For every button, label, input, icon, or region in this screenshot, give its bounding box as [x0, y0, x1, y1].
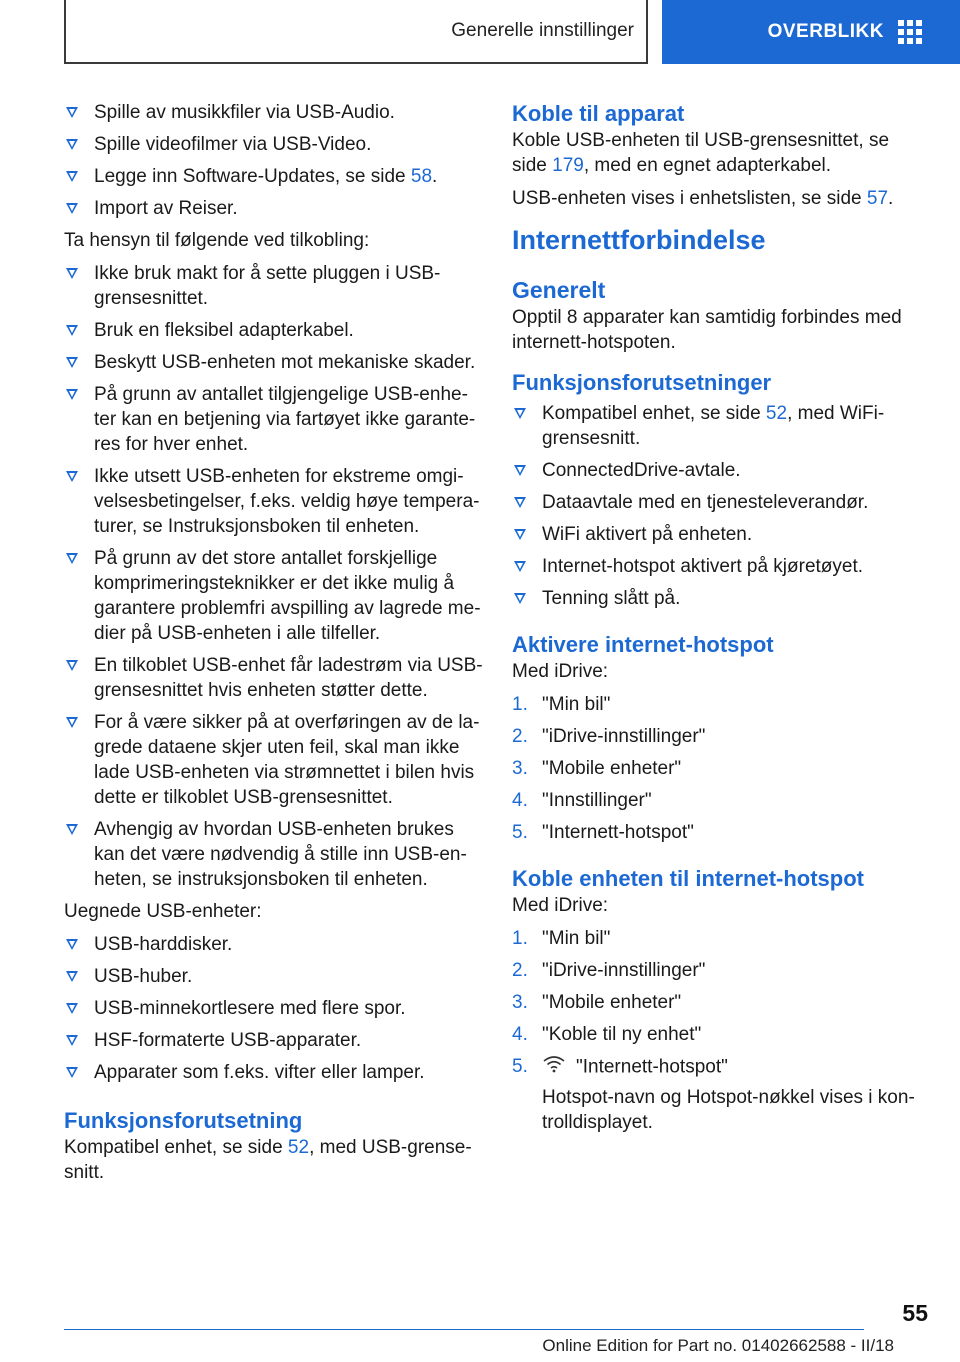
list-item: Kompatibel enhet, se side 52, med WiFi-grensesnitt.: [512, 401, 922, 451]
list-item: For å være sikker på at overføringen av de la-grede dataene skjer uten feil, skal man ikke lade USB-enheten via strømnettet i bilen hvis dette er tilkoblet USB-grensesnittet.: [64, 710, 484, 810]
edition-text: Online Edition for Part no. 01402662588 - II/18: [542, 1336, 894, 1355]
requirement-text: Kompatibel enhet, se side 52, med USB-grense-snitt.: [64, 1137, 472, 1183]
left-column: [64, 100, 484, 1185]
page-link[interactable]: 179: [552, 155, 584, 176]
list-item: USB-harddisker.: [64, 932, 484, 957]
step-item: 4. "Koble til ny enhet": [512, 1024, 702, 1045]
list-item: HSF-formaterte USB-apparater.: [64, 1028, 484, 1053]
overview-button[interactable]: [662, 0, 960, 64]
bullet-triangle-icon: [66, 139, 78, 150]
list-item: Tenning slått på.: [512, 586, 922, 611]
bullet-triangle-icon: [66, 553, 78, 564]
bullet-triangle-icon: [66, 389, 78, 400]
step-item: 5. "Internett-hotspot": [512, 822, 694, 843]
page-link[interactable]: 57: [866, 188, 889, 209]
internet-heading: Internettforbindelse: [512, 225, 766, 255]
bullet-triangle-icon: [66, 357, 78, 368]
list-item: På grunn av det store antallet forskjellige komprimeringsteknikker er det ikke mulig å garantere problemfri avspilling av lagrede me-dier på USB-enheten i alle tilfeller.: [64, 546, 484, 646]
right-column: [512, 100, 922, 1135]
general-heading: Generelt: [512, 277, 606, 303]
bullet-triangle-icon: [66, 203, 78, 214]
wifi-icon: [542, 1054, 566, 1081]
step-item: 4. "Innstillinger": [512, 790, 652, 811]
bullet-triangle-icon: [66, 660, 78, 671]
step-item: 1. "Min bil": [512, 928, 611, 949]
step-item: 3. "Mobile enheter": [512, 758, 682, 779]
bullet-triangle-icon: [66, 268, 78, 279]
list-item: En tilkoblet USB-enhet får ladestrøm via USB-grensesnittet hvis enheten støtter dette.: [64, 653, 484, 703]
overview-label: OVERBLIKK: [767, 21, 884, 42]
list-item: WiFi aktivert på enheten.: [512, 522, 922, 547]
step-item: 5. "Internett-hotspot": [512, 1054, 922, 1081]
list-item: Avhengig av hvordan USB-enheten brukes kan det være nødvendig å stille inn USB-en-heten, se instruksjonsboken til enheten.: [64, 817, 484, 892]
page-number: 55: [902, 1300, 928, 1326]
step-item: 1. "Min bil": [512, 694, 611, 715]
connect-hotspot-intro: Med iDrive:: [512, 895, 609, 916]
list-item: Import av Reiser.: [64, 196, 484, 221]
list-item: Apparater som f.eks. vifter eller lamper.: [64, 1060, 484, 1085]
bullet-triangle-icon: [66, 717, 78, 728]
activate-hotspot-heading: Aktivere internet-hotspot: [512, 632, 774, 657]
bullet-triangle-icon: [66, 107, 78, 118]
list-item: Legge inn Software-Updates, se side 58.: [64, 164, 484, 189]
bullet-triangle-icon: [514, 529, 526, 540]
step-item: 3. "Mobile enheter": [512, 992, 682, 1013]
bullet-triangle-icon: [514, 497, 526, 508]
section-title: Generelle innstillinger: [451, 20, 634, 41]
bullet-triangle-icon: [66, 1003, 78, 1014]
bullet-triangle-icon: [66, 325, 78, 336]
requirement-heading: Funksjonsforutsetning: [64, 1108, 303, 1133]
bullet-triangle-icon: [66, 171, 78, 182]
list-item: Dataavtale med en tjenesteleverandør.: [512, 490, 922, 515]
requirements-heading: Funksjonsforutsetninger: [512, 370, 772, 395]
general-text: Opptil 8 apparater kan samtidig forbindes med internett-hotspoten.: [512, 307, 902, 353]
list-item: Spille av musikkfiler via USB-Audio.: [64, 100, 484, 125]
bullet-triangle-icon: [514, 465, 526, 476]
hotspot-note: Hotspot-navn og Hotspot-nøkkel vises i kon-trolldisplayet.: [542, 1087, 915, 1133]
step-item: 2. "iDrive-innstillinger": [512, 726, 706, 747]
grid-icon: [898, 20, 922, 44]
list-item: USB-minnekortlesere med flere spor.: [64, 996, 484, 1021]
bullet-triangle-icon: [66, 971, 78, 982]
step-item: 2. "iDrive-innstillinger": [512, 960, 706, 981]
bullet-triangle-icon: [66, 824, 78, 835]
list-item: Ikke bruk makt for å sette pluggen i USB-grensesnittet.: [64, 261, 484, 311]
bullet-triangle-icon: [66, 1035, 78, 1046]
list-item: USB-huber.: [64, 964, 484, 989]
unsuitable-intro: Uegnede USB-enheter:: [64, 901, 262, 922]
header-section-tab: [64, 0, 648, 64]
bullet-triangle-icon: [514, 593, 526, 604]
list-item: Internet-hotspot aktivert på kjøretøyet.: [512, 554, 922, 579]
connect-hotspot-heading: Koble enheten til internet-hotspot: [512, 866, 864, 891]
page-link[interactable]: 52: [765, 403, 788, 424]
connect-device-heading: Koble til apparat: [512, 101, 685, 126]
list-item: Beskytt USB-enheten mot mekaniske skader.: [64, 350, 484, 375]
footer-divider: [64, 1329, 864, 1330]
bullet-triangle-icon: [514, 561, 526, 572]
list-item: På grunn av antallet tilgjengelige USB-enhe-ter kan en betjening via fartøyet ikke garante-res for hver enhet.: [64, 382, 484, 457]
activate-intro: Med iDrive:: [512, 661, 609, 682]
connection-note: Ta hensyn til følgende ved tilkobling:: [64, 230, 370, 251]
list-item: Ikke utsett USB-enheten for ekstreme omgi-velsesbetingelser, f.eks. veldig høye tempera-turer, se Instruksjonsboken til enheten.: [64, 464, 484, 539]
bullet-triangle-icon: [66, 939, 78, 950]
page-link[interactable]: 52: [287, 1137, 310, 1158]
device-list-text: USB-enheten vises i enhetslisten, se side 57.: [512, 188, 894, 209]
connect-text: Koble USB-enheten til USB-grensesnittet, se side 179, med en egnet adapterkabel.: [512, 130, 890, 176]
bullet-triangle-icon: [514, 408, 526, 419]
list-item: ConnectedDrive-avtale.: [512, 458, 922, 483]
list-item: Bruk en fleksibel adapterkabel.: [64, 318, 484, 343]
page-link[interactable]: 58: [410, 166, 433, 187]
list-item: Spille videofilmer via USB-Video.: [64, 132, 484, 157]
bullet-triangle-icon: [66, 1067, 78, 1078]
bullet-triangle-icon: [66, 471, 78, 482]
